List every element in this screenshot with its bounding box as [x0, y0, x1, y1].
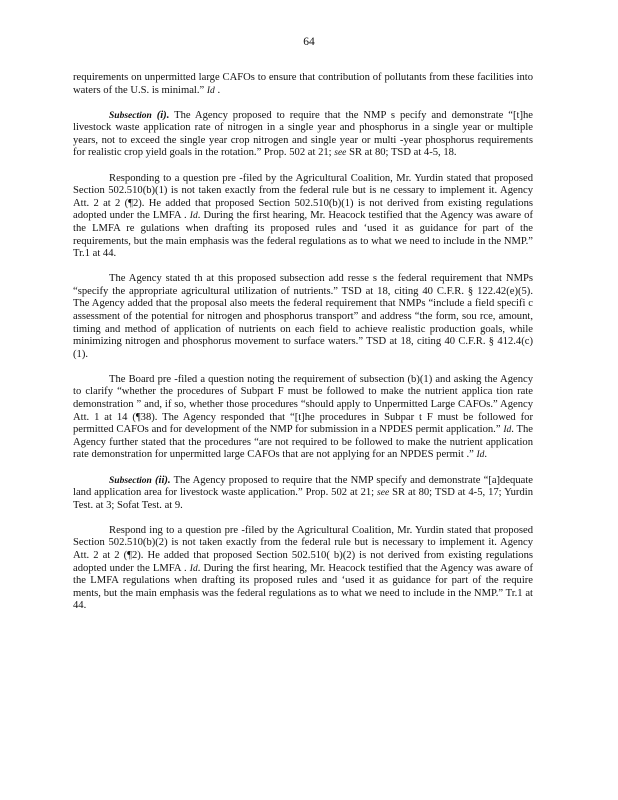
- paragraph-yurdin-b1: Responding to a question pre -filed by the Agricultural Coalition, Mr. Yurdin stated that proposed Section 502.510(b)(1) is not taken exactly from the federal rule but is ne cessary to implement it. Agency Att. 2 at 2 (¶2). He added that proposed Section 502.510(b)(1) is not derived from existing regulations adopted under the LMFA . Id. During the first hearing, Mr. Heacock testified that the Agency was aware of the LMFA re gulations when drafting its proposed rules and ‘used it as guidance for part of the requirements, but the main emphasis was the federal regulations as to what we need to include in the NMP.” Tr.1 at 44.: [73, 172, 533, 260]
- paragraph-subsection-ii: Subsection (ii). The Agency proposed to require that the NMP specify and demonstrate “[a]dequate land application area for livestock waste application.” Prop. 502 at 21; see SR at 80; TSD at 4-5, 17; Yurdin Test. at 3; Sofat Test. at 9.: [73, 474, 533, 511]
- citation-see: see: [334, 148, 347, 159]
- subsection-label: Subsection: [109, 110, 152, 121]
- citation-id: Id: [206, 85, 215, 96]
- paragraph-board-question: The Board pre -filed a question noting the requirement of subsection (b)(1) and asking the Agency to clarify “whether the procedures of Subpart F must be followed to make the nutrient applica tion rate demonstration ” and, if so, whether those procedures “should apply to Unpermitted Large CAFOs.” Agency Att. 1 at 14 (¶38). The Agency responded that “[t]he procedures in Subpar t F must be followed for permitted CAFOs and for development of the NMP for submission in a NPDES permit application.” Id. The Agency further stated that the procedures “are not required to be followed to make the nutrient application rate demonstration for unpermitted large CAFOs that are not applying for an NPDES permit .” Id.: [73, 373, 534, 461]
- paragraph-yurdin-b2: Respond ing to a question pre -filed by the Agricultural Coalition, Mr. Yurdin stated that proposed Section 502.510(b)(2) is not taken exactly from the federal rule but is necessary to implement it. Agency Att. 2 at 2 (¶2). He added that proposed Section 502.510( b)(2) is not derived from existing regulations adopted under the LMFA . Id. During the first hearing, Mr. Heacock testified that the Agency was aware of the LMFA regulations when drafting its proposed rules and ‘used it as guidance for part of the require ments, but the main emphasis was the federal regulations as to what we need to include in the NMP.” Tr.1 at 44.: [73, 524, 533, 612]
- document-body: [73, 72, 533, 625]
- paragraph-agency-statement: The Agency stated th at this proposed subsection add resse s the federal requirement that NMPs “specify the appropriate agricultural utilization of nutrients.” TSD at 18, citing 40 C.F.R. § 122.42(e)(5). The Agency added that the proposal also meets the federal requirement that NMPs “include a field specifi c assessment of the potential for nitrogen and phosphorus transport” and address “the form, sou rce, amount, timing and method of application of nutrients on each field to achieve realistic production goals, while minimizing nitrogen and phosphorus movement to surface waters.” TSD at 18, citing 40 C.F.R. § 412.4(c)(1).: [73, 273, 533, 360]
- page-number: 64: [303, 36, 315, 48]
- citation-id: Id: [189, 211, 198, 222]
- subsection-number: (i).: [156, 109, 170, 121]
- citation-see: see: [377, 488, 390, 499]
- paragraph-subsection-i: Subsection (i). The Agency proposed to require that the NMP s pecify and demonstrate “[t]he livestock waste application rate of nitrogen in a single year and phosphorus in a single year or multiple years, not to exceed the single year crop nitrogen and single year or multi -year phosphorus requirements for realistic crop yield goals in the rotation.” Prop. 502 at 21; see SR at 80; TSD at 4-5, 18.: [73, 109, 533, 159]
- citation-id: Id: [189, 563, 198, 574]
- subsection-number: (ii).: [154, 474, 171, 486]
- citation-id: Id: [476, 450, 485, 461]
- citation-id: Id: [503, 425, 512, 436]
- subsection-label: Subsection: [109, 475, 152, 486]
- paragraph-continuation: requirements on unpermitted large CAFOs to ensure that contribution of pollutants from these facilities into waters of the U.S. is minimal.” Id .: [73, 72, 533, 96]
